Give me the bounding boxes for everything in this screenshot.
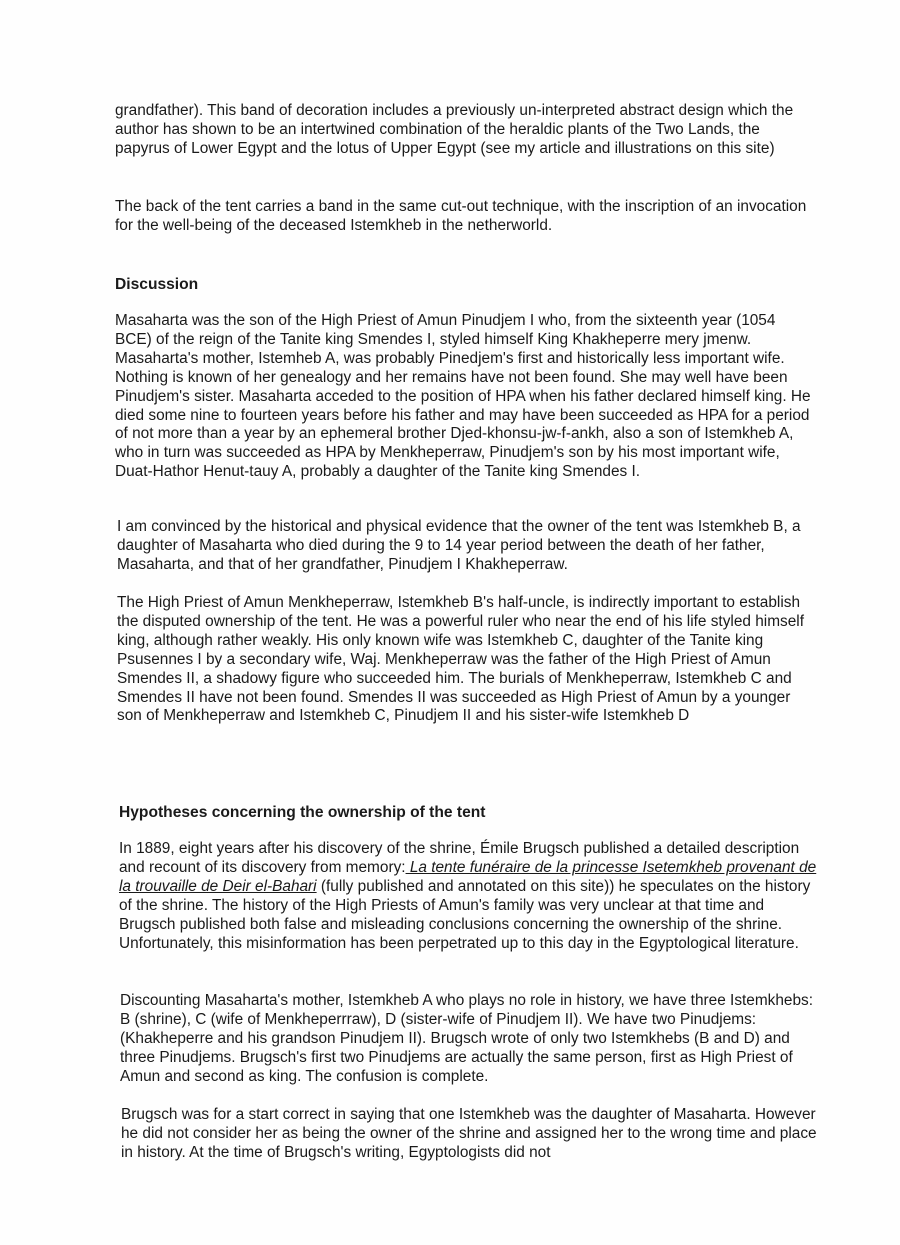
- paragraph-brugsch-1889: [119, 840, 819, 953]
- heading-hypotheses: Hypotheses concerning the ownership of the tent: [119, 804, 486, 821]
- publication-title: La tente funéraire de la princesse Isetemkheb provenant de la trouvaille de Deir el-Bahari: [119, 858, 817, 895]
- paragraph-tent-owner: I am convinced by the historical and physical evidence that the owner of the tent was Istemkheb B, a daughter of Masaharta who died during the 9 to 14 year period between the death of her father, Masaharta, and that of her grandfather, Pinudjem I Khakheperraw.: [117, 518, 801, 573]
- paragraph-tent-back: The back of the tent carries a band in the same cut-out technique, with the inscription of an invocation for the well-being of the deceased Istemkheb in the netherworld.: [115, 198, 807, 234]
- paragraph-brugsch-daughter: Brugsch was for a start correct in saying that one Istemkheb was the daughter of Masaharta. However he did not consider her as being the owner of the shrine and assigned her to the wrong time and place in history. At the time of Brugsch's writing, Egyptologists did not: [121, 1106, 817, 1161]
- paragraph-masaharta: Masaharta was the son of the High Priest of Amun Pinudjem I who, from the sixteenth year (1054 BCE) of the reign of the Tanite king Smendes I, styled himself King Khakheperre mery jmenw. Masaharta's mother, Istemheb A, was probably Pinedjem's first and historically less important wife. Nothing is known of her genealogy and her remains have not been found. She may well have been Pinudjem's sister. Masaharta acceded to the position of HPA when his father declared himself king. He died some nine to fourteen years before his father and may have been succeeded as HPA for a period of not more than a year by an ephemeral brother Djed-khonsu-jw-f-ankh, also a son of Istemkheb A, who in turn was succeeded as HPA by Menkheperraw, Pinudjem's son by his most important wife, Duat-Hathor Henut-tauy A, probably a daughter of the Tanite king Smendes I.: [115, 312, 811, 481]
- paragraph-decoration-band: grandfather). This band of decoration includes a previously un-interpreted abstract design which the author has shown to be an intertwined combination of the heraldic plants of the Two Lands, the papyrus of Lower Egypt and the lotus of Upper Egypt (see my article and illustrations on this site): [115, 102, 794, 157]
- paragraph-istemkhebs: Discounting Masaharta's mother, Istemkheb A who plays no role in history, we have three Istemkhebs: B (shrine), C (wife of Menkheperrraw), D (sister-wife of Pinudjem II). We have two Pinudjems: (Khakheperre and his grandson Pinudjem II). Brugsch wrote of only two Istemkhebs (B and D) and three Pinudjems. Brugsch's first two Pinudjems are actually the same person, first as High Priest of Amun and second as king. The confusion is complete.: [120, 992, 814, 1085]
- paragraph-menkheperraw: The High Priest of Amun Menkheperraw, Istemkheb B's half-uncle, is indirectly important to establish the disputed ownership of the tent. He was a powerful ruler who near the end of his life styled himself king, although rather weakly. His only known wife was Istemkheb C, daughter of the Tanite king Psusennes I by a secondary wife, Waj. Menkheperraw was the father of the High Priest of Amun Smendes II, a shadowy figure who succeeded him. The burials of Menkheperraw, Istemkheb C and Smendes II have not been found. Smendes II was succeeded as High Priest of Amun by a younger son of Menkheperraw and Istemkheb C, Pinudjem II and his sister-wife Istemkheb D: [117, 594, 804, 725]
- paragraph-text: In 1889, eight years after his discovery of the shrine, Émile Brugsch published a detailed description and recount of its discovery from memory:: [119, 840, 800, 876]
- paragraph-text: (fully published and annotated on this site)) he speculates on the history of the shrine. The history of the High Priests of Amun's family was very unclear at that time and Brugsch published both false and misleading conclusions concerning the ownership of the shrine. Unfortunately, this misinformation has been perpetrated up to this day in the Egyptological literature.: [119, 877, 811, 952]
- heading-discussion: Discussion: [115, 276, 199, 293]
